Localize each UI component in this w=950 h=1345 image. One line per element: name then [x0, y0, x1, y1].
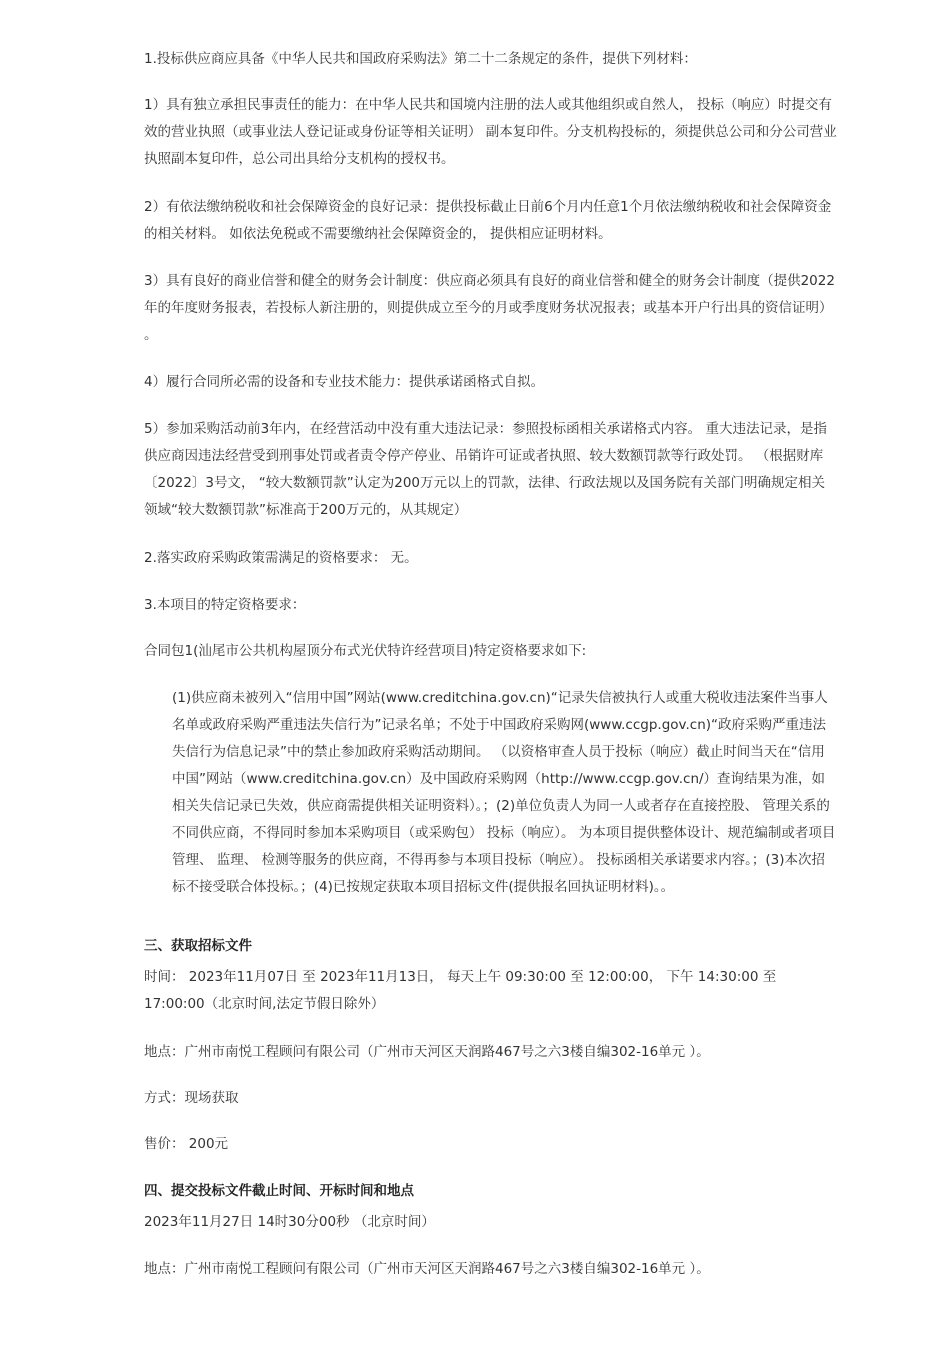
qualification-intro: 1.投标供应商应具备《中华人民共和国政府采购法》第二十二条规定的条件，提供下列材料： — [144, 51, 697, 67]
requirement-financial-system: 3）具有良好的商业信誉和健全的财务会计制度：供应商必须具有良好的商业信誉和健全的财务会计制度（提供2022年的年度财务报表，若投标人新注册的，则提供成立至今的月或季度财务状况报表；或基本开户行出具的资信证明） 。 — [144, 273, 835, 343]
document-price: 售价： 200元 — [144, 1136, 229, 1152]
specific-requirement-detail: (1)供应商未被列入“信用中国”网站(www.creditchina.gov.cn)“记录失信被执行人或重大税收违法案件当事人名单或政府采购严重违法失信行为”记录名单；不处于中国政府采购网(www.ccgp.gov.cn)“政府采购严重违法失信行为信息记录”中的禁止参加政府采购活动期间。 （以资格审查人员于投标（响应）截止时间当天在“信用中国”网站（www.creditchina.gov.cn）及中国政府采购网（http://www.ccgp.gov.cn/）查询结果为准，如相关失信记录已失效，供应商需提供相关证明资料）。；(2)单位负责人为同一人或者存在直接控股、 管理关系的不同供应商，不得同时参加本采购项目（或采购包） 投标（响应）。 为本项目提供整体设计、规范编制或者项目管理、 监理、 检测等服务的供应商，不得再参与本项目投标（响应）。 投标函相关承诺要求内容。；(3)本次招标不接受联合体投标。；(4)已按规定获取本项目招标文件(提供报名回执证明材料)。。 — [172, 690, 836, 895]
requirement-civil-liability: 1）具有独立承担民事责任的能力：在中华人民共和国境内注册的法人或其他组织或自然人， 投标（响应）时提交有效的营业执照（或事业法人登记证或身份证等相关证明） 副本复印件。分支机构投标的，须提供总公司和分公司营业执照副本复印件，总公司出具给分支机构的授权书。 — [144, 97, 837, 167]
requirement-no-violation: 5）参加采购活动前3年内，在经营活动中没有重大违法记录：参照投标函相关承诺格式内容。 重大违法记录，是指供应商因违法经营受到刑事处罚或者责令停产停业、吊销许可证或者执照、较大数额罚款等行政处罚。 （根据财库〔2022〕3号文， “较大数额罚款”认定为200万元以上的罚款，法律、行政法规以及国务院有关部门明确规定相关领域“较大数额罚款”标准高于200万元的，从其规定） — [144, 421, 827, 518]
obtain-location: 地点：广州市南悦工程顾问有限公司（广州市天河区天润路467号之六3楼自编302-16单元 ）。 — [144, 1044, 710, 1060]
contract-package-intro: 合同包1(汕尾市公共机构屋顶分布式光伏特许经营项目)特定资格要求如下: — [144, 643, 587, 659]
section-heading-obtain-documents: 三、获取招标文件 — [144, 938, 252, 954]
obtain-time: 时间： 2023年11月07日 至 2023年11月13日， 每天上午 09:30:00 至 12:00:00， 下午 14:30:00 至 17:00:00（北京时间,法定节假日除外） — [144, 969, 777, 1012]
requirement-tax-social-security: 2）有依法缴纳税收和社会保障资金的良好记录：提供投标截止日前6个月内任意1个月依法缴纳税收和社会保障资金的相关材料。 如依法免税或不需要缴纳社会保障资金的， 提供相应证明材料。 — [144, 199, 832, 242]
policy-requirement: 2.落实政府采购政策需满足的资格要求： 无。 — [144, 550, 418, 566]
requirement-equipment: 4）履行合同所必需的设备和专业技术能力：提供承诺函格式自拟。 — [144, 374, 545, 390]
submission-location: 地点：广州市南悦工程顾问有限公司（广州市天河区天润路467号之六3楼自编302-16单元 ）。 — [144, 1261, 710, 1277]
specific-requirement-heading: 3.本项目的特定资格要求： — [144, 597, 306, 613]
submission-deadline: 2023年11月27日 14时30分00秒 （北京时间） — [144, 1214, 435, 1230]
obtain-method: 方式：现场获取 — [144, 1090, 239, 1106]
section-heading-submission: 四、提交投标文件截止时间、开标时间和地点 — [144, 1183, 414, 1199]
